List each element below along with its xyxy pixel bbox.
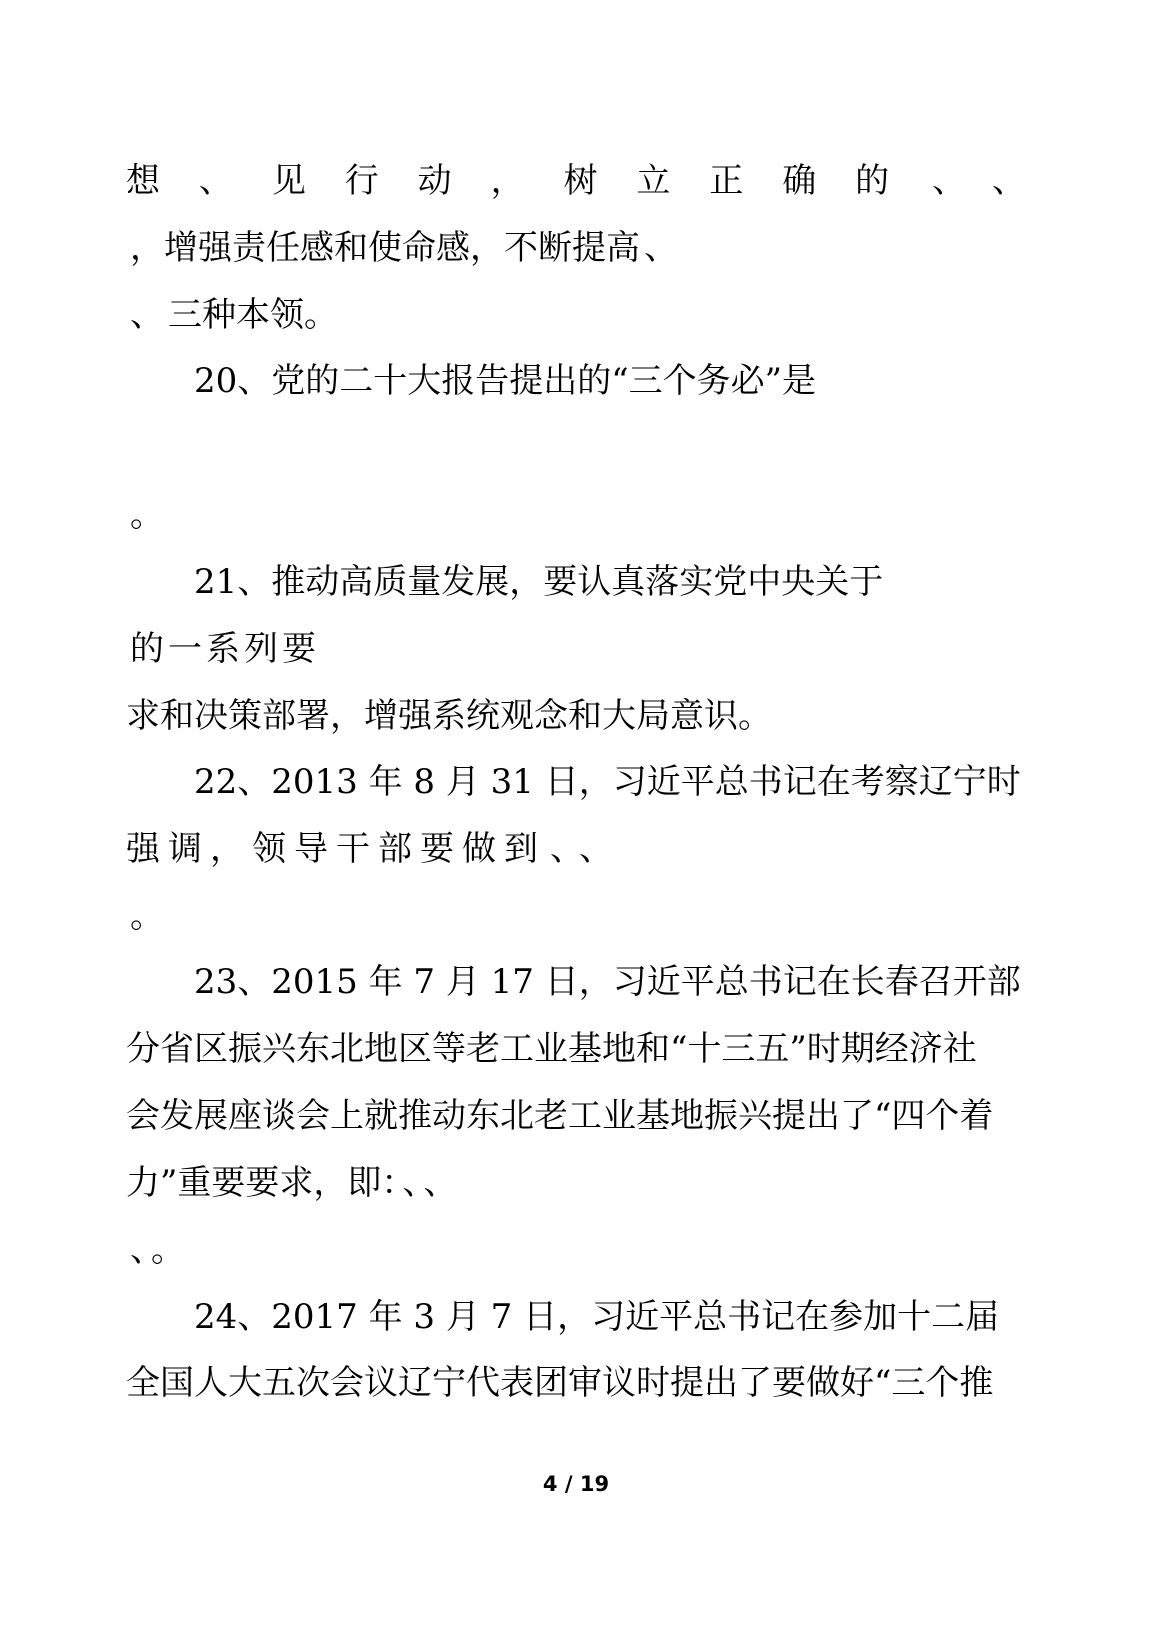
line-text: 求和决策部署，增强系统观念和大局意识。 bbox=[126, 696, 772, 736]
text-line bbox=[0, 1215, 1152, 1285]
question-20 bbox=[0, 346, 1152, 416]
line-text: 、 bbox=[644, 228, 678, 268]
line-text: 。 bbox=[130, 495, 164, 535]
line-text: 会发展座谈会上就推动东北老工业基地振兴提出了“四个着 bbox=[126, 1096, 994, 1136]
line-text: 、 bbox=[130, 295, 164, 335]
line-text: 、 bbox=[130, 1230, 147, 1270]
line-text: 22、2013 年 8 月 31 日，习近平总书记在考察辽宁时 bbox=[194, 762, 1021, 802]
text-line bbox=[0, 1148, 1152, 1218]
line-text: 、 bbox=[579, 829, 613, 869]
line-text: 、 bbox=[992, 161, 1027, 201]
text-line bbox=[0, 681, 1152, 751]
line-text: 24、2017 年 3 月 7 日，习近平总书记在参加十二届 bbox=[194, 1297, 1000, 1337]
line-text: 力”重要要求，即： bbox=[126, 1163, 399, 1203]
line-text: 分省区振兴东北地区等老工业基地和“十三五”时期经济社 bbox=[126, 1029, 977, 1069]
line-text: 。 bbox=[151, 1230, 185, 1270]
text-line bbox=[0, 280, 1152, 350]
text-line bbox=[0, 146, 1152, 216]
line-text: 、 bbox=[932, 161, 989, 201]
question-24 bbox=[0, 1282, 1152, 1352]
text-line bbox=[0, 1081, 1152, 1151]
line-text: 23、2015 年 7 月 17 日，习近平总书记在长春召开部 bbox=[194, 962, 1021, 1002]
line-text: 三种本领。 bbox=[168, 295, 338, 335]
line-text: 强调，领导干部要做到 bbox=[126, 829, 546, 869]
question-23 bbox=[0, 947, 1152, 1017]
text-line bbox=[0, 480, 1152, 550]
page-number: 4 / 19 bbox=[542, 1472, 610, 1496]
text-line bbox=[0, 213, 1152, 283]
line-text: 20、党的二十大报告提出的“三个务必”是 bbox=[194, 361, 817, 401]
text-line bbox=[0, 1348, 1152, 1418]
line-text: 、 bbox=[550, 829, 575, 869]
text-line bbox=[0, 881, 1152, 951]
line-text: 的一系列要 bbox=[130, 629, 320, 669]
line-text: ，增强责任感和使命感，不断提高 bbox=[130, 228, 640, 268]
line-text: 全国人大五次会议辽宁代表团审议时提出了要做好“三个推 bbox=[126, 1363, 994, 1403]
line-text: 。 bbox=[130, 896, 164, 936]
line-text: 21、推动高质量发展，要认真落实党中央关于 bbox=[194, 562, 884, 602]
text-line bbox=[0, 1014, 1152, 1084]
line-text: 、 bbox=[402, 1163, 420, 1203]
line-text: 、 bbox=[423, 1163, 458, 1203]
line-text: 想、见行动，树立正确的 bbox=[126, 161, 929, 201]
text-line bbox=[0, 413, 1152, 483]
text-line bbox=[0, 814, 1152, 884]
question-22 bbox=[0, 747, 1152, 817]
question-21 bbox=[0, 547, 1152, 617]
text-line bbox=[0, 614, 1152, 684]
